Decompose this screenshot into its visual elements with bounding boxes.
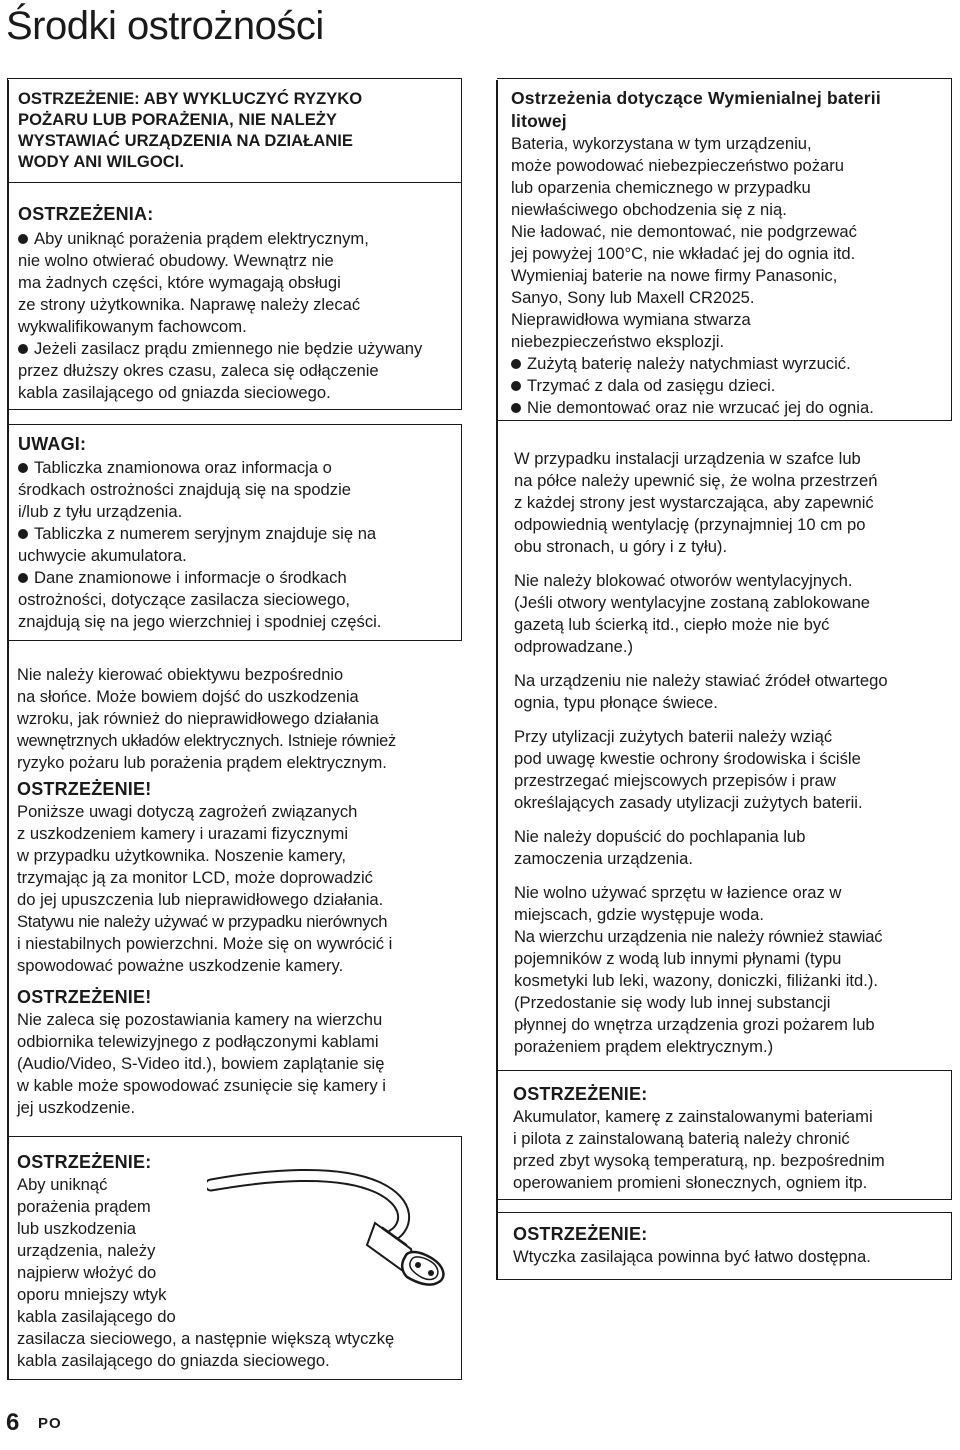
list-item: Trzymać z dala od zasięgu dzieci. [511, 375, 939, 397]
right-paragraphs [514, 448, 954, 1058]
list-item: Tabliczka z numerem seryjnym znajduje się na uchwycie akumulatora. [18, 523, 451, 567]
splash-paragraph: Nie należy dopuścić do pochlapania lub zamoczenia urządzenia. [514, 827, 806, 868]
warnings-heading: OSTRZEŻENIA: [18, 204, 154, 224]
heat-warning-heading: OSTRZEŻENIE: [513, 1084, 648, 1104]
plug-warning-box: OSTRZEŻENIE: Aby uniknąć porażenia prądem lub uszkodzenia urządzenia, należy najpierw włożyć do oporu mniejszy wtyk kabla zasilającego do zasilacza sieciowego, a następnie większą wtyczkę kabla zasilającego do gniazda sieciowego. [7, 1136, 462, 1380]
plug-access-heading: OSTRZEŻENIE: [513, 1224, 648, 1244]
warning-heading: OSTRZEŻENIE! [17, 779, 152, 799]
page-number: 6 [6, 1409, 20, 1436]
warning-section-2: OSTRZEŻENIE! Nie zaleca się pozostawiania kamery na wierzchu odbiornika telewizyjnego z podłączonymi kablami (Audio/Video, S-Video itd.), bowiem zaplątanie się w kable może spowodować zsunięcie się kamery i jej uszkodzenie. [17, 986, 462, 1119]
power-plug-illustration [207, 1155, 457, 1293]
warning-section-1: OSTRZEŻENIE! Poniższe uwagi dotyczą zagrożeń związanych z uszkodzeniem kamery i urazami fizycznymi w przypadku użytkownika. Noszenie kamery, trzymając ją za monitor LCD, może doprowadzić do jej upuszczenia lub nieprawidłowego działania. Statywu nie należy używać w przypadku nierównych i niestabilnych powierzchni. Może się on wywrócić i spowodować poważne uszkodzenie kamery. [17, 778, 462, 977]
battery-disposal-paragraph: Przy utylizacji zużytych baterii należy wziąć pod uwagę kwestie ochrony środowiska i ściśle przestrzegać miejscowych przepisów i praw określających zasady utylizacji zużytych baterii. [514, 727, 863, 812]
language-code: PO [38, 1415, 62, 1432]
warning-heading: OSTRZEŻENIE! [17, 987, 152, 1007]
warnings-box [7, 181, 462, 410]
open-flame-paragraph: Na urządzeniu nie należy stawiać źródeł otwartego ognia, typu płonące świece. [514, 671, 888, 712]
list-item: Jeżeli zasilacz prądu zmiennego nie będzie używany przez dłuższy okres czasu, zaleca się odłączenie kabla zasilającego od gniazda sieciowego. [18, 338, 451, 404]
list-item: Aby uniknąć porażenia prądem elektrycznym, nie wolno otwierać obudowy. Wewnątrz nie ma żadnych części, które wymagają obsługi ze strony użytkownika. Naprawę należy zlecać wykwalifikowanym fachowcom. [18, 228, 451, 338]
ventilation-paragraph: W przypadku instalacji urządzenia w szafce lub na półce należy upewnić się, że wolna przestrzeń z każdej strony jest wystarczająca, aby zapewnić odpowiednią wentylację (przynajmniej 10 cm po obu stronach, u góry i z tyłu). [514, 449, 878, 556]
bathroom-paragraph: Nie wolno używać sprzętu w łazience oraz w miejscach, gdzie występuje woda. Na wierzchu urządzenia nie należy również stawiać pojemników z wodą lub innymi płynami (typu kosmetyki lub leki, wazony, doniczki, filiżanki itd.). (Przedostanie się wody lub innej substancji płynnej do wnętrza urządzenia grozi pożarem lub porażeniem prądem elektrycznym.) [514, 883, 883, 1056]
page-title: Środki ostrożności [6, 4, 324, 48]
vent-blocking-paragraph: Nie należy blokować otworów wentylacyjnych. (Jeśli otwory wentylacyjne zostaną zablokowane gazetą lub ścierką itd., ciepło może nie być odprowadzane.) [514, 571, 871, 656]
plug-warning-heading: OSTRZEŻENIE: [17, 1152, 152, 1172]
heat-warning-box: OSTRZEŻENIE: Akumulator, kamerę z zainstalowanymi bateriami i pilota z zainstalowaną baterią należy chronić przed zbyt wysoką temperaturą, np. bezpośrednim operowaniem promieni słonecznych, ogniem itp. [497, 1070, 952, 1200]
list-item: Dane znamionowe i informacje o środkach ostrożności, dotyczące zasilacza sieciowego, znajdują się na jego wierzchniej i spodniej części. [18, 567, 451, 633]
plug-access-box: OSTRZEŻENIE: Wtyczka zasilająca powinna być łatwo dostępna. [497, 1212, 952, 1280]
list-item: Tabliczka znamionowa oraz informacja o środkach ostrożności znajdują się na spodzie i/lub z tyłu urządzenia. [18, 457, 451, 523]
warning-box-moisture [7, 78, 462, 183]
battery-warning-box: Ostrzeżenia dotyczące Wymienialnej baterii litowej Bateria, wykorzystana w tym urządzeniu, może powodować niebezpieczeństwo pożaru lub oparzenia chemicznego w przypadku niewłaściwego obchodzenia się z nią. Nie ładować, nie demontować, nie podgrzewać jej powyżej 100°C, nie wkładać jej do ognia itd. Wymieniaj baterie na nowe firmy Panasonic, Sanyo, Sony lub Maxell CR2025. Nieprawidłowa wymiana stwarza niebezpieczeństwo eksplozji. Zużytą baterię należy natychmiast wyrzucić. Trzymać z dala od zasięgu dzieci. Nie demontować oraz nie wrzucać jej do ognia. [497, 78, 952, 421]
list-item: Zużytą baterię należy natychmiast wyrzucić. [511, 353, 939, 375]
battery-heading: Ostrzeżenia dotyczące Wymienialnej baterii litowej [511, 88, 881, 131]
notes-box [7, 424, 462, 641]
notes-heading: UWAGI: [18, 434, 87, 454]
moisture-warning-text: OSTRZEŻENIE: ABY WYKLUCZYĆ RYZYKO POŻARU LUB PORAŻENIA, NIE NALEŻY WYSTAWIAĆ URZĄDZENIA NA DZIAŁANIE WODY ANI WILGOCI. [18, 89, 363, 171]
list-item: Nie demontować oraz nie wrzucać jej do ognia. [511, 397, 939, 419]
lens-sun-paragraph: Nie należy kierować obiektywu bezpośrednio na słońce. Może bowiem dojść do uszkodzenia wzroku, jak również do nieprawidłowego działania wewnętrznych układów elektrycznych. Istnieje również ryzyko pożaru lub porażenia prądem elektrycznym. [17, 666, 396, 772]
